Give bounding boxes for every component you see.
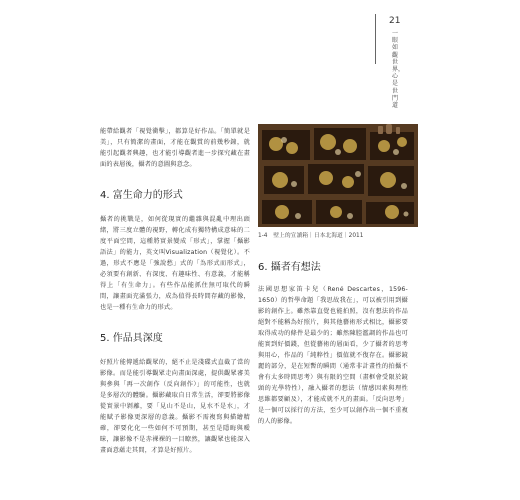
photo-dried-flowers-wall [258,124,418,227]
right-column [258,262,408,427]
section-5-heading: 5. 作品具深度 [100,333,163,344]
intro-paragraph: 能帶給觀者「視覺衝擊」，都算是好作品。「簡單就是美」，只有簡潔的畫面，才能在觀賞的前幾秒鐘，就能引起觀者興趣，也才能引導觀者進一步探究藏在畫面的表層後，攝者的意圖與意念。 [100,128,250,168]
section-6-paragraph: 法國思想家笛卡兒（René Descartes，1596-1650）的哲學命題「我思故我在」，可以被引用到攝影的創作上。雖然靠直覺也能拍照，沒有想法的作品絕對不能稱為好照片，與其他藝術形式相比，攝影要取得成功的條件是最少的；雖然陳腔濫調的作品也可能實到好價錢，但從藝術的層面看，少了攝者的思考與用心，作品的「純粹性」價值就不復存在。攝影鏡麗的部分，是在短暫的瞬間（通常非計畫性的拍攝不會有太多時間思考）與有限的空間（畫框會受限於鏡頭的光學特性），融入攝者的想法（情感因素與理性思維都要顧及），才能成就不凡的畫面。「反向思考」是一個可以採行的方法，至少可以創作出一個不重複的人的影像。 [258,286,408,425]
section-4-paragraph: 攝者的挑戰是，如何從現實的繼雜與混亂中理出頭緒，將三度立體的視野，轉化成有獨特構成意味的二度平面空間，這種將實景變成「形式」，掌握「攝影語法」的能力，英文叫Visualization（視覺化）。不過，形式不應是「強說愁」式的「為形式而形式」，必須要有創新、有深度、有趣味性、有意義，才能稱得上「有生命力」。有些作品能抓住無可取代的瞬間，讓畫面充滿張力，成為值得長時間存藏的影像，也是一種有生命力的形式。 [100,216,250,311]
left-column [100,126,250,456]
header-rule [375,14,376,64]
section-5-paragraph: 好照片能傳遞給觀眾的，絕不止是淺碟式直截了當的影像。而是能引導觀眾走向畫面深處，提供觀眾審美與參與「再一次創作（反向創作）」的可能性，也就是多層次的體驗。攝影藏取自日常生活，卻要將影像從實景中剝離，要「見山不是山，見水不是水」，才能賦予影像更深層的意義。攝影不需複寫與描繪精確，卻要化化一些如何不可預期，甚至是隱晦與曖昧，讓影像不是赤裸裸的一目瞭然，讓觀眾也能深入畫面意蘊走其間，才算是好照片。 [100,359,250,454]
section-4-heading: 4. 富生命力的形式 [100,190,183,201]
section-6-heading: 6. 攝者有想法 [258,262,321,273]
running-title: 一眼如觀世界，心是世門道 [392,30,405,110]
photo-caption: 1-4 壁上的宣讀箱｜日本北海道｜2011 [258,233,364,239]
page-number: 21 [389,16,401,26]
